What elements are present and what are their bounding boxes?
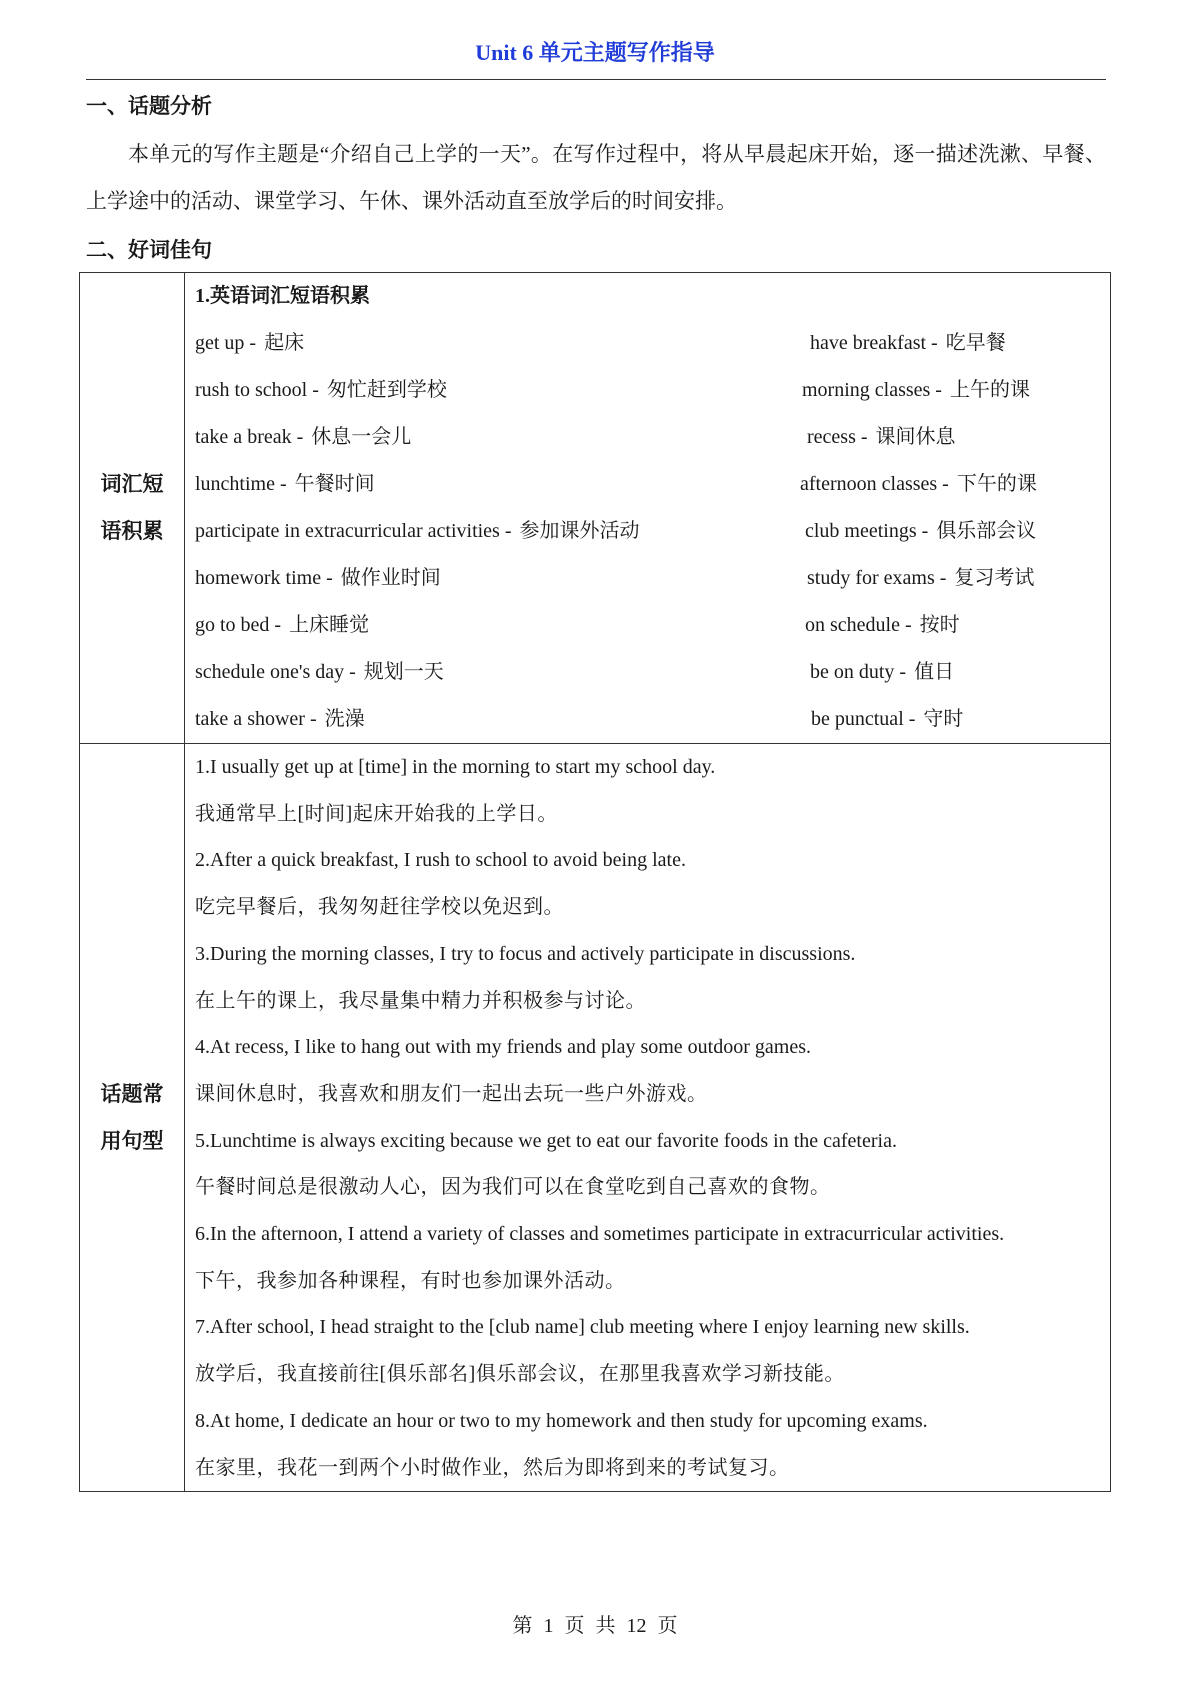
vocab-right-item — [805, 602, 960, 649]
vocab-english: rush to school - — [195, 379, 319, 401]
vocab-english: have breakfast - — [810, 332, 938, 354]
vocab-english: take a shower - — [195, 708, 317, 730]
vocab-english: be punctual - — [811, 708, 916, 730]
section-heading-topic-analysis: 一、话题分析 — [86, 94, 212, 118]
sentence-english: 3.During the morning classes, I try to focus and actively participate in discussions. — [195, 942, 856, 965]
vocab-english: club meetings - — [805, 520, 929, 542]
vocab-list — [195, 320, 1101, 743]
page-title: Unit 6 单元主题写作指导 — [475, 40, 715, 65]
vocab-chinese: 上午的课 — [949, 379, 1030, 401]
vocab-chinese: 俱乐部会议 — [936, 520, 1037, 542]
sentence-table-row — [80, 744, 1111, 1492]
vocab-right-item — [810, 649, 954, 696]
vocab-right-item — [810, 320, 1006, 367]
vocabulary-sentence-table — [79, 272, 1111, 1492]
vocab-left-item — [195, 320, 304, 367]
vocab-row — [195, 414, 1101, 461]
vocab-row — [195, 508, 1101, 555]
vocab-row — [195, 696, 1101, 743]
vocab-english: on schedule - — [805, 614, 912, 636]
sentence-chinese: 放学后，我直接前往[俱乐部名]俱乐部会议，在那里我喜欢学习新技能。 — [195, 1363, 845, 1386]
vocab-right-item — [805, 508, 1036, 555]
vocab-left-item — [195, 602, 369, 649]
sentence-english: 5.Lunchtime is always exciting because we get to eat our favorite foods in the cafeteria. — [195, 1129, 897, 1152]
vocab-right-item — [802, 367, 1030, 414]
vocab-left-item — [195, 367, 447, 414]
sentence-english: 4.At recess, I like to hang out with my friends and play some outdoor games. — [195, 1036, 811, 1059]
vocab-chinese: 参加课外活动 — [519, 520, 640, 542]
vocab-english: schedule one's day - — [195, 661, 356, 683]
sentence-chinese: 我通常早上[时间]起床开始我的上学日。 — [195, 802, 558, 825]
vocab-left-item — [195, 649, 444, 696]
vocab-cell — [185, 273, 1111, 744]
sentence-chinese: 课间休息时，我喜欢和朋友们一起出去玩一些户外游戏。 — [195, 1082, 708, 1105]
vocab-chinese: 按时 — [919, 614, 960, 636]
vocab-left-item — [195, 414, 411, 461]
sentence-chinese: 在家里，我花一到两个小时做作业，然后为即将到来的考试复习。 — [195, 1456, 790, 1479]
title-divider — [86, 79, 1106, 80]
vocab-chinese: 规划一天 — [363, 661, 444, 683]
vocab-chinese: 上床睡觉 — [289, 614, 370, 636]
vocab-row — [195, 461, 1101, 508]
vocab-chinese: 值日 — [914, 661, 955, 683]
sentence-list — [195, 744, 1101, 1491]
sentence-chinese: 在上午的课上，我尽量集中精力并积极参与讨论。 — [195, 989, 646, 1012]
vocab-row-label: 词汇短语积累 — [80, 273, 185, 744]
vocab-chinese: 下午的课 — [956, 473, 1037, 495]
sentence-chinese: 吃完早餐后，我匆匆赶往学校以免迟到。 — [195, 896, 564, 919]
vocab-heading: 1.英语词汇短语积累 — [195, 285, 370, 307]
vocab-chinese: 洗澡 — [324, 708, 365, 730]
vocab-english: homework time - — [195, 567, 333, 589]
vocab-row — [195, 649, 1101, 696]
vocab-english: study for exams - — [807, 567, 947, 589]
vocab-english: participate in extracurricular activities - — [195, 520, 512, 542]
vocab-chinese: 复习考试 — [954, 567, 1035, 589]
vocab-row — [195, 320, 1101, 367]
vocab-right-item — [807, 555, 1034, 602]
page-footer: 第 1 页 共 12 页 — [512, 1615, 678, 1637]
sentence-chinese: 下午，我参加各种课程，有时也参加课外活动。 — [195, 1269, 626, 1292]
vocab-row — [195, 367, 1101, 414]
vocab-row — [195, 602, 1101, 649]
vocab-right-item — [807, 414, 956, 461]
sentence-english: 2.After a quick breakfast, I rush to school to avoid being late. — [195, 849, 686, 872]
vocab-english: afternoon classes - — [800, 473, 949, 495]
vocab-left-item — [195, 461, 375, 508]
sentence-english: 1.I usually get up at [time] in the morning to start my school day. — [195, 756, 716, 778]
vocab-english: get up - — [195, 332, 257, 354]
vocab-right-item — [811, 696, 963, 743]
vocab-english: recess - — [807, 426, 868, 448]
vocab-chinese: 匆忙赶到学校 — [326, 379, 447, 401]
vocab-table-row — [80, 273, 1111, 744]
section-heading-good-words: 二、好词佳句 — [86, 238, 212, 262]
topic-analysis-paragraph: 本单元的写作主题是“介绍自己上学的一天”。在写作过程中，将从早晨起床开始，逐一描述洗漱、早餐、上学途中的活动、课堂学习、午休、课外活动直至放学后的时间安排。 — [86, 142, 1106, 213]
vocab-chinese: 做作业时间 — [340, 567, 441, 589]
sentence-english: 7.After school, I head straight to the [club name] club meeting where I enjoy learning new skills. — [195, 1316, 970, 1339]
sentence-chinese: 午餐时间总是很激动人心，因为我们可以在食堂吃到自己喜欢的食物。 — [195, 1176, 831, 1199]
sentence-english: 8.At home, I dedicate an hour or two to my homework and then study for upcoming exams. — [195, 1409, 928, 1432]
vocab-row — [195, 555, 1101, 602]
vocab-chinese: 吃早餐 — [945, 332, 1006, 354]
vocab-left-item — [195, 696, 365, 743]
vocab-chinese: 起床 — [264, 332, 305, 354]
vocab-left-item — [195, 555, 441, 602]
vocab-english: lunchtime - — [195, 473, 287, 495]
sentence-english: 6.In the afternoon, I attend a variety of classes and sometimes participate in extracurricular activities. — [195, 1223, 1005, 1246]
vocab-chinese: 课间休息 — [875, 426, 956, 448]
vocab-chinese: 午餐时间 — [294, 473, 375, 495]
vocab-left-item — [195, 508, 640, 555]
vocab-right-item — [800, 461, 1037, 508]
vocab-english: take a break - — [195, 426, 304, 448]
vocab-english: go to bed - — [195, 614, 282, 636]
vocab-chinese: 休息一会儿 — [311, 426, 412, 448]
vocab-english: morning classes - — [802, 379, 942, 401]
sentence-row-label: 话题常用句型 — [80, 744, 185, 1492]
vocab-english: be on duty - — [810, 661, 907, 683]
sentence-cell — [185, 744, 1111, 1492]
vocab-chinese: 守时 — [923, 708, 964, 730]
